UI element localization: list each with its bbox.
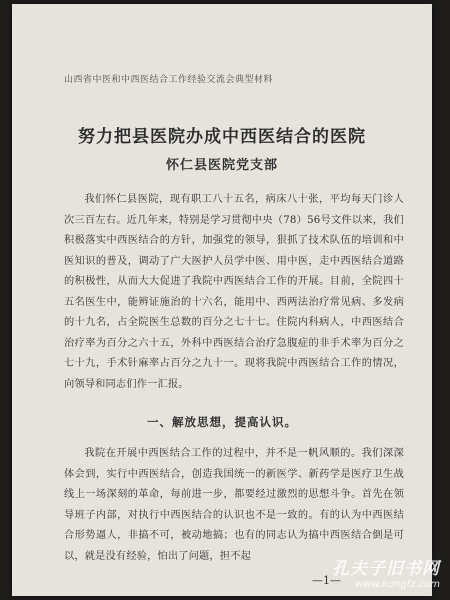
source-header: 山西省中医和中西医结合工作经验交流会典型材料 <box>64 75 274 85</box>
body-paragraph-2: 我院在开展中西医结合工作的过程中，并不是一帆风顺的。我们深深体会到，实行中西医结合，创造我国统一的新医学、新药学是医疗卫生战线上一场深刻的革命，每前进一步，都要经过激烈的思想斗争。首先在领导班子内部，对执行中西医结合的认识也不是一致的。有的认为中西医结合形势逼人，非搞不可，被动地搞；也有的同志认为搞中西医结合倒是可以，就是没有经验，怕出了问题，担不起 <box>64 448 404 562</box>
watermark <box>332 554 440 590</box>
watermark-url: www.kongfz.com <box>355 579 440 590</box>
document-title: 努力把县医院办成中西医结合的医院 <box>78 127 366 147</box>
watermark-site-name: 孔夫子旧书网 <box>332 559 440 579</box>
document-page <box>12 4 432 596</box>
body-paragraph-1: 我们怀仁县医院，现有职工八十五名，病床八十张，平均每天门诊人次三百左右。近几年来，特别是学习贯彻中央（78）56号文件以来，我们积极落实中西医结合的方针，加强党的领导，狠抓了技术队伍的培训和中医知识的普及，调动了广大医护人员学中医、用中医，走中西医结合道路的积极性，从而大大促进了我院中西医结合工作的开展。目前，全院四十五名医生中，能辨证施治的十六名，能用中、西两法治疗常见病、多发病的十九名，占全院医生总数的百分之七十七。住院内科病人，中西医结合治疗率为百分之六十五，外科中西医结合治疗急腹症的非手术率为百分之七十九，手术针麻率占百分之九十一。现将我院中西医结合工作的情况，向领导和同志们作一汇报。 <box>64 194 404 390</box>
section-heading: 一、解放思想，提高认识。 <box>147 415 297 429</box>
page-number: —1— <box>312 574 341 587</box>
document-author: 怀仁县医院党支部 <box>165 158 278 173</box>
